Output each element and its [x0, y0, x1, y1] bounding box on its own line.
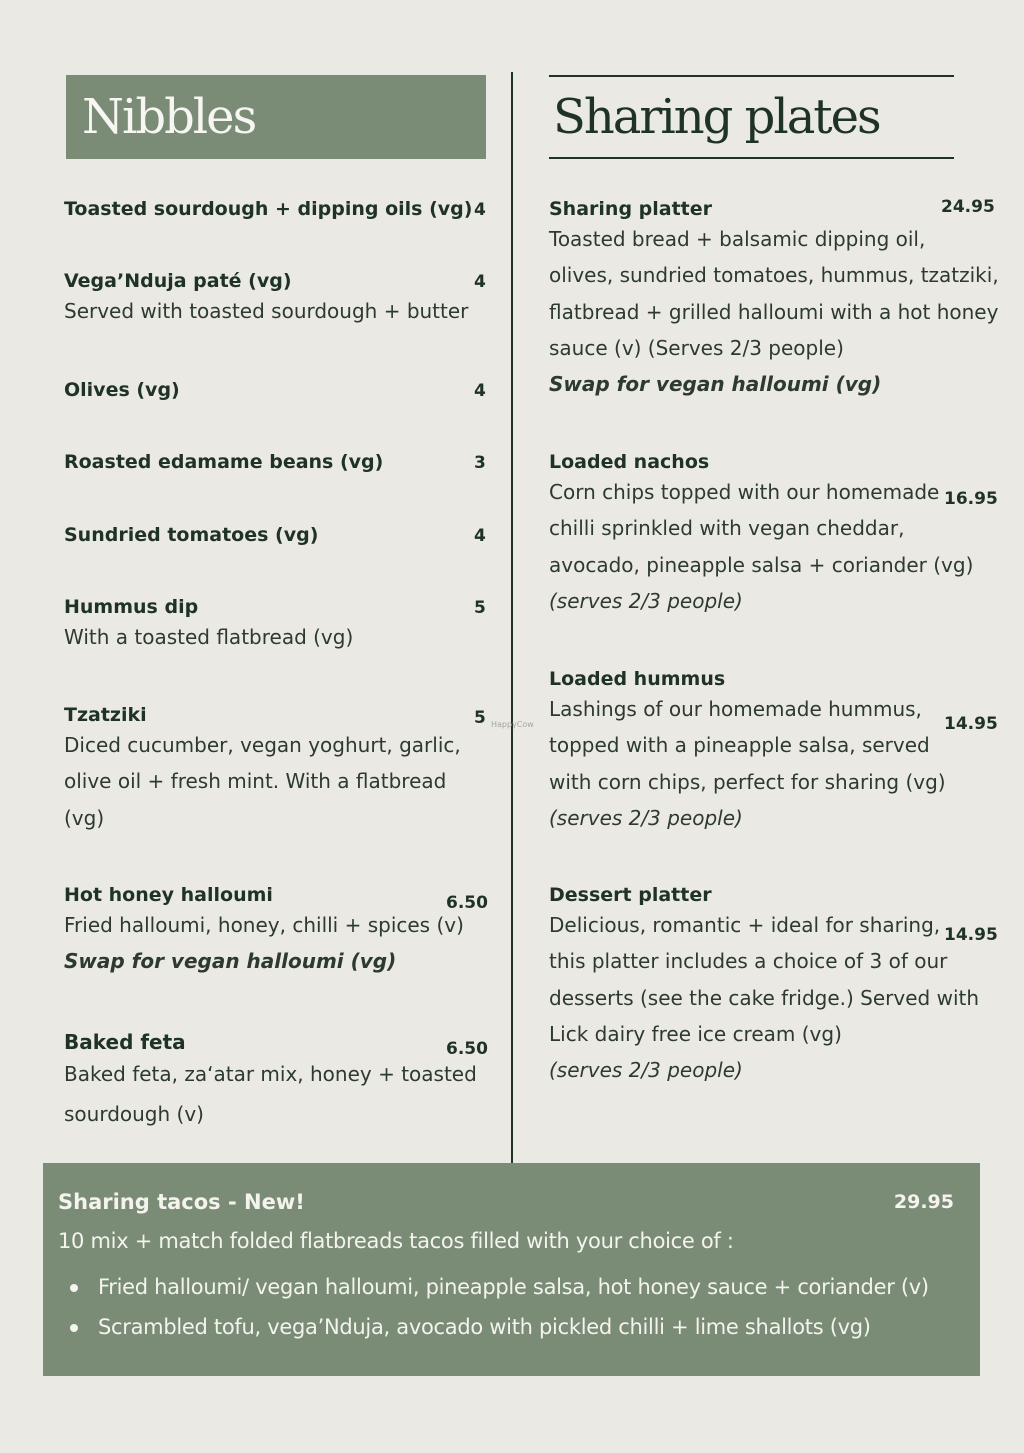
item-name: Tzatziki — [64, 704, 147, 726]
item-price: 3 — [474, 453, 486, 473]
description-line: Diced cucumber, vegan yoghurt, garlic, — [64, 733, 461, 757]
item-price: 4 — [474, 272, 486, 292]
item-name: Loaded nachos — [549, 451, 710, 473]
description-line: Fried halloumi, honey, chilli + spices (v) — [64, 913, 464, 937]
menu-item — [549, 197, 999, 402]
column-divider — [511, 72, 513, 1164]
description-line: with corn chips, perfect for sharing (vg) — [549, 769, 946, 794]
item-description — [549, 474, 989, 619]
item-name: Loaded hummus — [549, 668, 726, 690]
description-line: desserts (see the cake fridge.) Served with — [549, 985, 980, 1010]
item-price: 6.50 — [446, 1039, 488, 1059]
description-line: sourdough (v) — [64, 1102, 204, 1126]
menu-item — [64, 523, 488, 547]
tacos-option-text: Scrambled tofu, vega’Nduja, avocado with pickled chilli + lime shallots (vg) — [98, 1315, 871, 1339]
menu-item — [64, 883, 488, 980]
bullet-icon — [70, 1324, 78, 1332]
menu-item — [64, 595, 488, 655]
item-name: Toasted sourdough + dipping oils (vg) — [64, 198, 473, 220]
item-description — [64, 907, 488, 980]
description-line: (vg) — [64, 805, 105, 830]
item-description — [549, 221, 999, 402]
tacos-option-text: Fried halloumi/ vegan halloumi, pineapple salsa, hot honey sauce + coriander (v) — [98, 1275, 929, 1299]
sharing-heading: Sharing plates — [553, 89, 880, 145]
tacos-title: Sharing tacos - New! — [58, 1190, 305, 1214]
serves-note: (serves 2/3 people) — [549, 588, 743, 613]
description-line: this platter includes a choice of 3 of our — [549, 949, 948, 974]
sharing-tacos-panel — [43, 1163, 980, 1376]
item-price: 4 — [474, 526, 486, 546]
description-line: Corn chips topped with our homemade — [549, 480, 940, 504]
vegan-swap-note: Swap for vegan halloumi (vg) — [64, 949, 397, 974]
item-price: 5 — [474, 598, 486, 618]
serves-note: (serves 2/3 people) — [549, 1058, 743, 1083]
menu-item — [64, 197, 488, 221]
item-price: 14.95 — [944, 714, 998, 734]
tacos-description: 10 mix + match folded flatbreads tacos filled with your choice of : — [58, 1229, 734, 1253]
description-line: Baked feta, za‘atar mix, honey + toasted — [64, 1062, 477, 1086]
description-line: sauce (v) (Serves 2/3 people) — [549, 335, 844, 360]
tacos-options-list — [58, 1267, 929, 1347]
item-description — [549, 691, 989, 836]
menu-item — [549, 883, 998, 1088]
item-description — [64, 619, 488, 655]
menu-item — [64, 1030, 488, 1134]
item-price: 4 — [474, 200, 486, 220]
description-line: olives, sundried tomatoes, hummus, tzatziki, — [549, 263, 999, 288]
item-description — [549, 907, 989, 1088]
item-price: 6.50 — [446, 893, 488, 913]
menu-item — [64, 450, 488, 474]
description-line: topped with a pineapple salsa, served — [549, 733, 930, 758]
item-price: 4 — [474, 381, 486, 401]
menu-item — [549, 450, 998, 619]
item-description — [64, 293, 488, 329]
nibbles-heading: Nibbles — [82, 89, 256, 145]
description-line: Served with toasted sourdough + butter — [64, 299, 469, 323]
description-line: avocado, pineapple salsa + coriander (vg) — [549, 552, 974, 577]
item-name: Sharing platter — [549, 198, 713, 220]
description-line: Lick dairy free ice cream (vg) — [549, 1021, 842, 1046]
item-name: Olives (vg) — [64, 379, 180, 401]
description-line: Toasted bread + balsamic dipping oil, — [549, 227, 926, 251]
item-price: 14.95 — [944, 925, 998, 945]
description-line: Lashings of our homemade hummus, — [549, 697, 922, 721]
item-price: 5 — [474, 708, 486, 728]
description-line: flatbread + grilled halloumi with a hot honey — [549, 299, 999, 324]
serves-note: (serves 2/3 people) — [549, 805, 743, 830]
item-price: 24.95 — [941, 197, 995, 217]
description-line: With a toasted flatbread (vg) — [64, 625, 354, 649]
tacos-option — [58, 1307, 929, 1347]
sharing-header — [549, 75, 954, 159]
tacos-price: 29.95 — [893, 1191, 954, 1213]
item-name: Roasted edamame beans (vg) — [64, 451, 384, 473]
nibbles-header — [66, 75, 486, 159]
bullet-icon — [70, 1284, 78, 1292]
description-line: Delicious, romantic + ideal for sharing, — [549, 913, 941, 937]
item-price: 16.95 — [944, 489, 998, 509]
item-name: Hot honey halloumi — [64, 884, 273, 906]
item-name: Vega’Nduja paté (vg) — [64, 270, 292, 292]
item-name: Baked feta — [64, 1030, 186, 1054]
menu-item — [64, 703, 488, 836]
description-line: olive oil + fresh mint. With a flatbread — [64, 769, 447, 794]
menu-item — [549, 667, 998, 836]
vegan-swap-note: Swap for vegan halloumi (vg) — [549, 372, 882, 397]
tacos-option — [58, 1267, 929, 1307]
description-line: chilli sprinkled with vegan cheddar, — [549, 516, 905, 541]
item-name: Sundried tomatoes (vg) — [64, 524, 319, 546]
item-name: Hummus dip — [64, 596, 199, 618]
item-description — [64, 727, 488, 836]
menu-item — [64, 378, 488, 402]
menu-item — [64, 269, 488, 329]
happycow-watermark: HappyCow — [491, 720, 534, 729]
item-description — [64, 1054, 488, 1134]
item-name: Dessert platter — [549, 884, 712, 906]
